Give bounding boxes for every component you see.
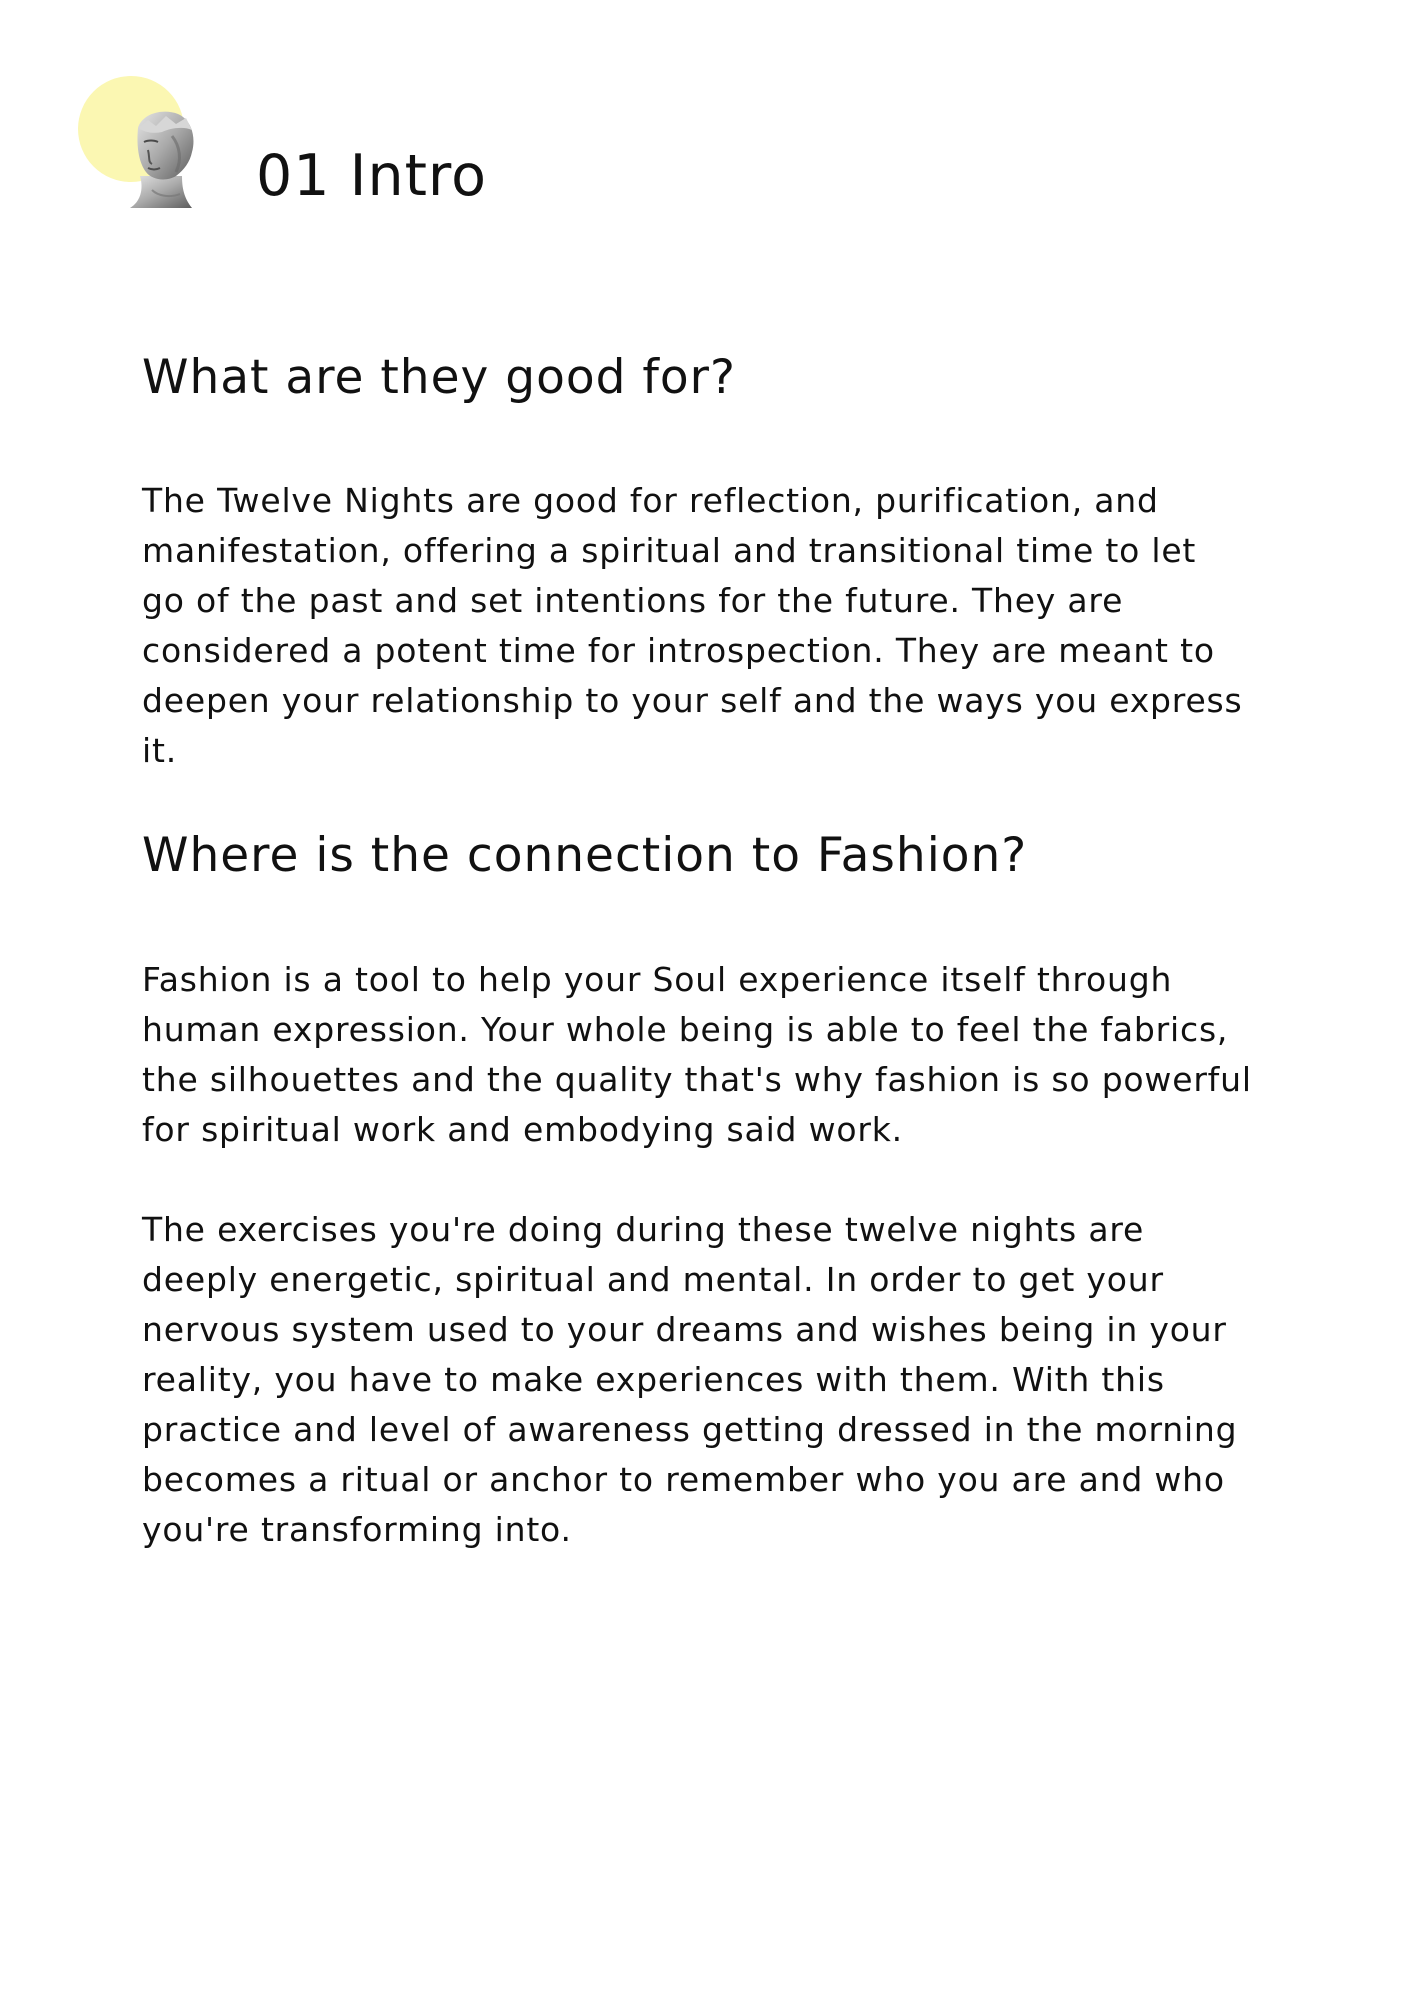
statue-bust-icon <box>122 106 210 210</box>
section-paragraph: Fashion is a tool to help your Soul experience itself through human expression. Your whole being is able to feel the fabrics, the silhouettes and the quality that's why fashion is so powerful for spiritual work and embodying said work. <box>142 959 1252 1149</box>
page-header <box>78 76 598 216</box>
main-content <box>142 350 1262 1555</box>
section-paragraph: The Twelve Nights are good for reflection, purification, and manifestation, offering a spiritual and transitional time to let go of the past and set intentions for the future. They are considered a potent time for introspection. They are meant to deepen your relationship to your self and the ways you express it. <box>142 481 1243 771</box>
page-title: 01 Intro <box>256 143 487 209</box>
section-heading: What are they good for? <box>142 350 736 405</box>
section-heading: Where is the connection to Fashion? <box>142 828 1028 884</box>
section-paragraph: The exercises you're doing during these twelve nights are deeply energetic, spiritual and mental. In order to get your nervous system used to your dreams and wishes being in your reality, you have to make experiences with them. With this practice and level of awareness getting dressed in the morning becomes a ritual or anchor to remember who you are and who you're transforming into. <box>142 1209 1238 1549</box>
